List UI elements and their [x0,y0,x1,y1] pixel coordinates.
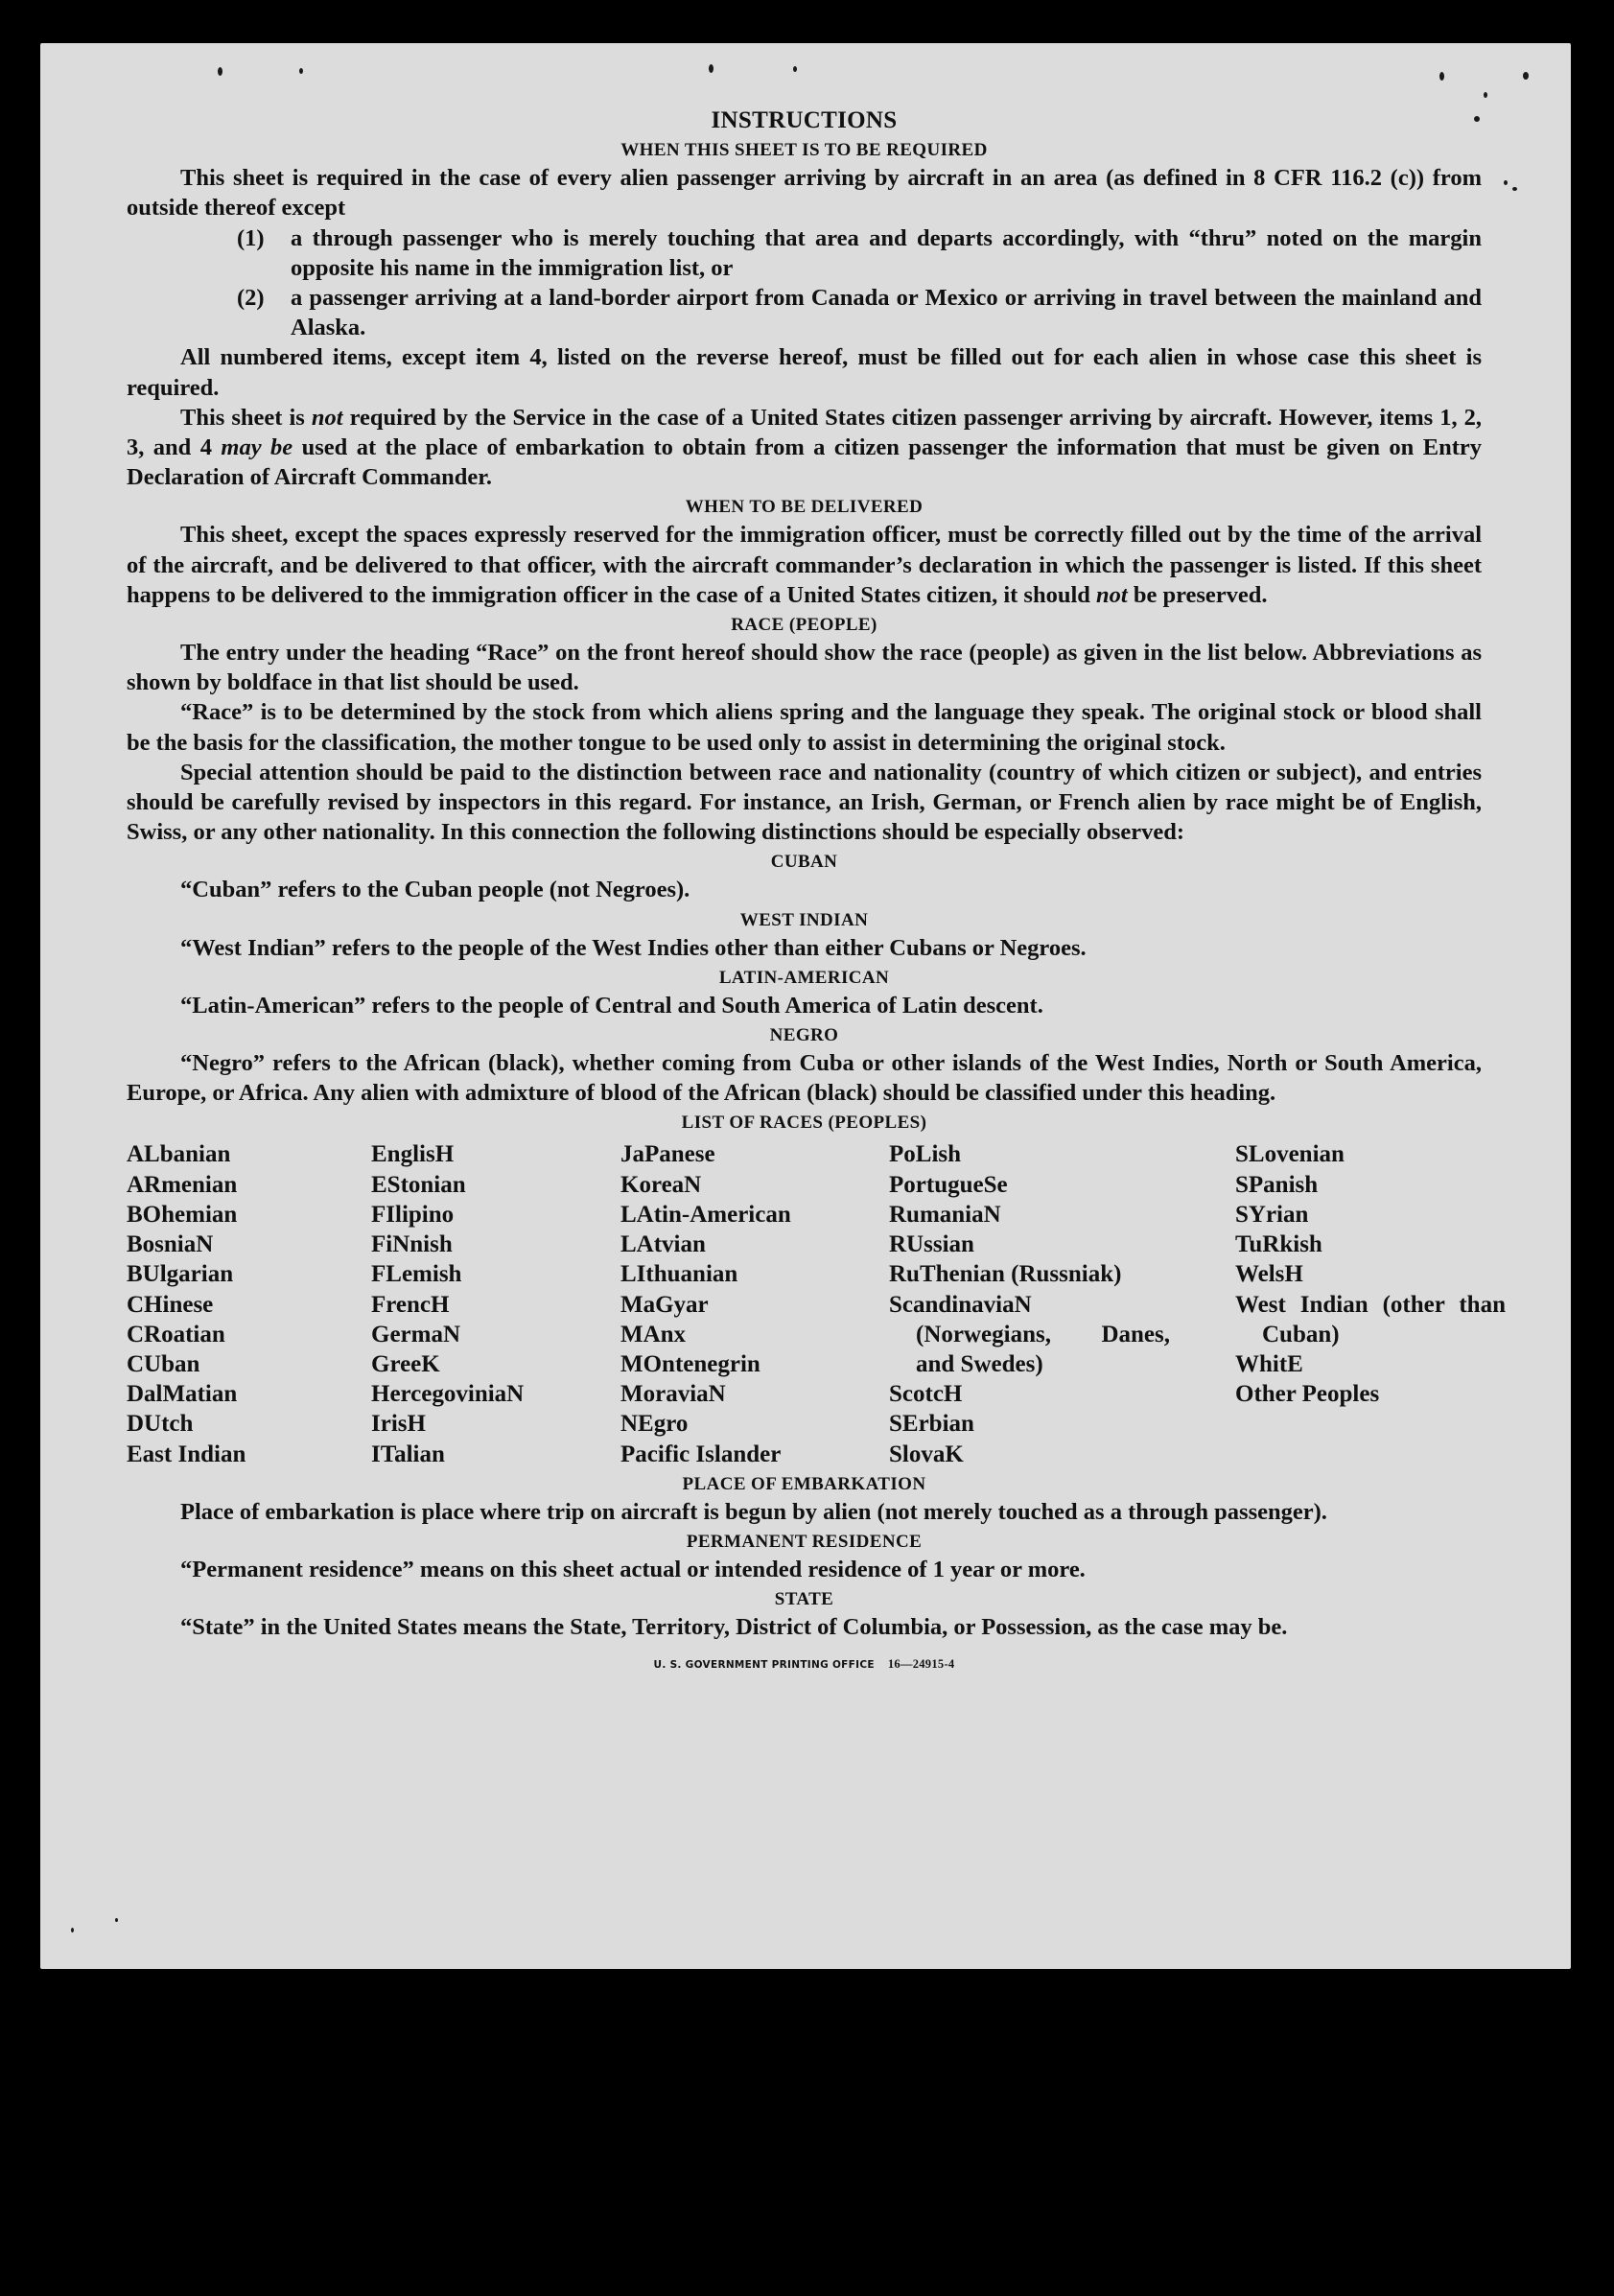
speck-mark [709,64,713,73]
race-entry: ITalian [371,1441,445,1467]
race-entry: BOhemian [127,1201,238,1228]
race-entry: MaGyar [620,1291,709,1318]
negro-paragraph: “Negro” refers to the African (black), whether coming from Cuba or other islands of the West Indies, North or South America, Europe, or Africa. Any alien with admixture of blood of the African (black) should be classified under this heading. [127,1050,1482,1107]
state-paragraph: “State” in the United States means the State, Territory, District of Columbia, or Possession, as the case may be. [180,1614,1288,1641]
races-column-2 [371,1139,620,1468]
race-entry: KoreaN [620,1171,702,1198]
races-column-4 [889,1139,1235,1468]
race-entry: LAtvian [620,1231,706,1258]
section-heading-required: WHEN THIS SHEET IS TO BE REQUIRED [620,140,988,161]
race-entry: ScandinaviaN (Norwegians, Danes, and Swedes) [889,1291,1170,1377]
cuban-paragraph: “Cuban” refers to the Cuban people (not Negroes). [180,877,690,903]
latin-american-paragraph: “Latin-American” refers to the people of Central and South America of Latin descent. [180,992,1043,1019]
race-entry: SlovaK [889,1441,964,1467]
speck-mark [115,1918,118,1922]
race-entry: WhitE [1235,1350,1303,1377]
speck-mark [793,66,797,72]
race-entry: LAtin-American [620,1201,791,1228]
printer-footer [127,1650,1482,1680]
race-entry: DUtch [127,1411,194,1438]
west-indian-paragraph: “West Indian” refers to the people of the West Indies other than either Cubans or Negroes. [180,934,1087,961]
speck-mark [1504,180,1508,185]
speck-mark [1512,187,1517,191]
section-heading-west-indian: WEST INDIAN [739,909,869,930]
form-code: 16—24915-4 [887,1657,955,1672]
speck-mark [1484,92,1487,98]
race-entry: HercegoviniaN [371,1381,525,1408]
speck-mark [218,67,222,76]
residence-paragraph: “Permanent residence” means on this sheet actual or intended residence of 1 year or more. [180,1556,1086,1582]
speck-mark [1439,72,1444,81]
numbered-items-paragraph: All numbered items, except item 4, listed on the reverse hereof, must be filled out for each alien in whose case this sheet is required. [127,344,1482,401]
section-heading-residence: PERMANENT RESIDENCE [686,1531,923,1552]
section-heading-negro: NEGRO [769,1025,839,1046]
section-heading-embarkation: PLACE OF EMBARKATION [682,1473,926,1494]
race-entry: WelsH [1235,1261,1303,1288]
speck-mark [71,1928,74,1933]
race-entry: FLemish [371,1261,462,1288]
race-entry: FiNnish [371,1231,453,1258]
item-number: (1) [237,224,265,251]
citizen-text-c: used at the place of embarkation to obtain from a citizen passenger the information that must be given on Entry Declaration of Aircraft Commander. [127,434,1482,491]
section-heading-list-of-races: LIST OF RACES (PEOPLES) [681,1113,927,1134]
section-heading-race: RACE (PEOPLE) [731,615,877,636]
citizen-text-b: required by the Service in the case of a United States citizen passenger arriving by aircraft. However, items 1, 2, 3, and 4 [127,404,1482,461]
race-entry: CUban [127,1350,200,1377]
speck-mark [299,68,303,74]
citizen-paragraph [127,403,1482,493]
race-entry: EnglisH [371,1141,455,1168]
race-entry: Pacific Islander [620,1441,782,1467]
delivered-text-a: This sheet, except the spaces expressly reserved for the immigration officer, must be correctly filled out by the time of the arrival of the aircraft, and be delivered to that officer, with the aircraft commander’s declaration in which the passenger is listed. If this sheet happens to be delivered to the immigration officer in the case of a United States citizen, it should [127,522,1482,608]
race-entry: ScotcH [889,1381,963,1408]
section-heading-cuban: CUBAN [770,852,838,873]
race-entry: MoraviaN [620,1381,726,1408]
races-column-5 [1235,1139,1506,1468]
race-entry: RUssian [889,1231,974,1258]
races-column-1 [127,1139,371,1468]
race-entry: ALbanian [127,1141,231,1168]
race-entry: FIlipino [371,1201,455,1228]
item-text: a passenger arriving at a land-border airport from Canada or Mexico or arriving in travel between the mainland and Alaska. [291,285,1482,341]
races-list [127,1139,1506,1468]
delivered-paragraph [127,520,1482,610]
section-heading-delivered: WHEN TO BE DELIVERED [685,497,924,518]
instructions-content [127,105,1506,1681]
races-column-3 [620,1139,889,1468]
race-entry: BosniaN [127,1231,214,1258]
race-entry: SPanish [1235,1171,1319,1198]
document-title: INSTRUCTIONS [711,107,898,133]
race-entry: TuRkish [1235,1231,1322,1258]
race-paragraph-1: The entry under the heading “Race” on the front hereof should show the race (people) as given in the list below. Abbreviations as shown by boldface in that list should be used. [127,640,1482,696]
race-entry: ARmenian [127,1171,238,1198]
race-entry: SErbian [889,1411,974,1438]
race-entry: BUlgarian [127,1261,234,1288]
embarkation-paragraph: Place of embarkation is place where trip on aircraft is begun by alien (not merely touched as a through passenger). [180,1498,1327,1525]
race-entry: NEgro [620,1411,689,1438]
race-entry: GermaN [371,1321,461,1347]
race-entry: SYrian [1235,1201,1309,1228]
race-entry: CHinese [127,1291,214,1318]
race-entry: RumaniaN [889,1201,1001,1228]
race-entry: MAnx [620,1321,687,1347]
race-entry: MOntenegrin [620,1350,760,1377]
race-entry: RuThenian (Russniak) [889,1261,1122,1288]
race-entry: LIthuanian [620,1261,738,1288]
race-entry: West Indian (other than Cuban) [1235,1291,1506,1347]
race-entry: CRoatian [127,1321,225,1347]
race-entry: GreeK [371,1350,440,1377]
printer-name: U. S. GOVERNMENT PRINTING OFFICE [653,1659,875,1672]
delivered-text-b: be preserved. [1127,581,1268,608]
race-entry: IrisH [371,1411,426,1438]
race-entry: DalMatian [127,1381,238,1408]
race-entry: JaPanese [620,1141,715,1168]
race-entry: Other Peoples [1235,1381,1380,1408]
exception-item-1 [127,223,1482,283]
required-paragraph: This sheet is required in the case of every alien passenger arriving by aircraft in an area (as defined in 8 CFR 116.2 (c)) from outside thereof except [127,165,1482,222]
race-entry: FrencH [371,1291,450,1318]
race-entry: East Indian [127,1441,246,1467]
race-paragraph-2: “Race” is to be determined by the stock from which aliens spring and the language they speak. The original stock or blood shall be the basis for the classification, the mother tongue to be used only to assist in determining the original stock. [127,699,1482,756]
speck-mark [1523,72,1529,80]
emphasis-not: not [1096,581,1128,608]
emphasis-may-be: may be [221,434,293,461]
item-text: a through passenger who is merely touching that area and departs accordingly, with “thru” noted on the margin opposite his name in the immigration list, or [291,224,1482,281]
race-paragraph-3: Special attention should be paid to the distinction between race and nationality (country of which citizen or subject), and entries should be carefully revised by inspectors in this regard. For instance, an Irish, German, or French alien by race might be of English, Swiss, or any other nationality. In this connection the following distinctions should be especially observed: [127,759,1482,846]
emphasis-not: not [311,404,343,431]
citizen-text-a: This sheet is [180,404,312,431]
race-entry: PoLish [889,1141,962,1168]
race-entry: EStonian [371,1171,466,1198]
race-entry: SLovenian [1235,1141,1345,1168]
document-page [40,43,1571,1969]
item-number: (2) [237,285,265,312]
section-heading-latin-american: LATIN-AMERICAN [718,967,890,988]
exception-item-2 [127,283,1482,342]
race-entry: PortugueSe [889,1171,1008,1198]
section-heading-state: STATE [774,1589,834,1610]
